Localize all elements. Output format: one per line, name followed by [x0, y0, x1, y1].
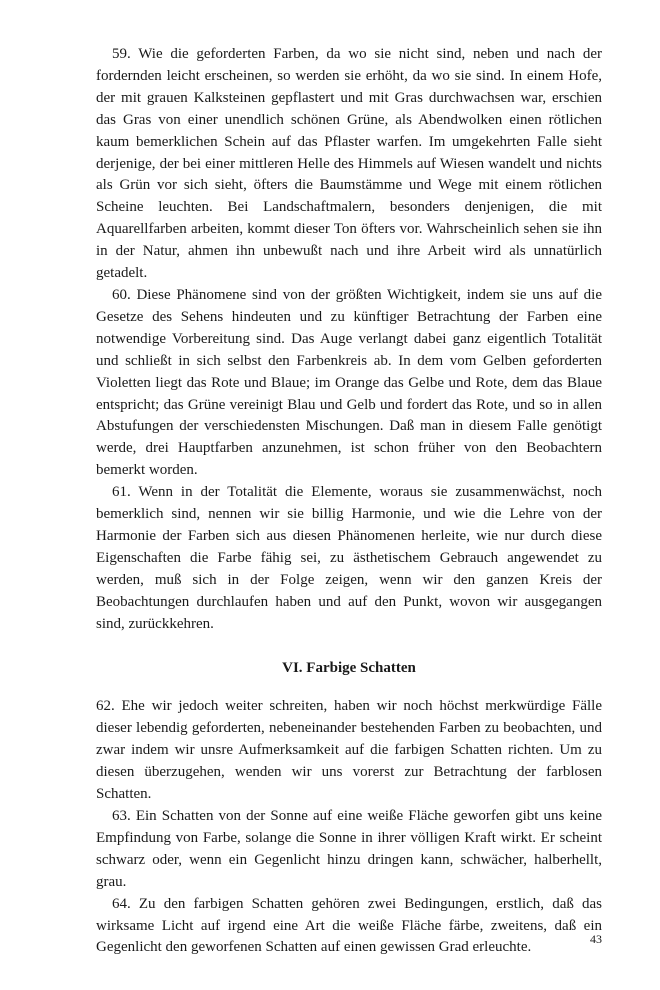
paragraph-62: 62. Ehe wir jedoch weiter schreiten, haben wir noch höchst merkwürdige Fälle dieser lebendig geforderten, nebeneinander bestehenden Farben zu beobachten, und zwar indem wir unsre Aufmerksamkeit auf die farbigen Schatten richten. Um zu diesen überzugehen, wenden wir uns vorerst zur Betrachtung der farblosen Schatten.: [96, 698, 602, 803]
paragraph-59: 59. Wie die geforderten Farben, da wo sie nicht sind, neben und nach der fordernden leicht erscheinen, so werden sie erhöht, da wo sie sind. In einem Hofe, der mit grauen Kalksteinen gepflastert und mit Gras durchwachsen war, erschien das Gras von einer unendlich schönen Grüne, als Abendwolken einen rötlichen kaum bemerklichen Schein auf das Pflaster warfen. Im umgekehrten Falle sieht derjenige, der bei einer mittleren Helle des Himmels auf Wiesen wandelt und nichts als Grün vor sich sieht, öfters die Baumstämme und Wege mit einem rötlichen Scheine leuchten. Bei Landschaftmalern, besonders denjenigen, die mit Aquarellfarben arbeiten, kommt dieser Ton öfters vor. Wahrscheinlich sehen sie ihn in der Natur, ahmen ihn unbewußt nach und ihre Arbeit wird als unnatürlich getadelt.: [96, 46, 602, 282]
paragraph-64: 64. Zu den farbigen Schatten gehören zwei Bedingungen, erstlich, daß das wirksame Licht auf irgend eine Art die weiße Fläche färbe, zweitens, daß ein Gegenlicht den geworfenen Schatten auf einen gewissen Grad erleuchte.: [96, 895, 602, 956]
paragraph-60: 60. Diese Phänomene sind von der größten Wichtigkeit, indem sie uns auf die Gesetze des Sehens hindeuten und zu künftiger Betrachtung der Farben eine notwendige Vorbereitung sind. Das Auge verlangt dabei ganz eigentlich Totalität und schließt in sich selbst den Farbenkreis ab. In dem vom Gelben geforderten Violetten liegt das Rote und Blaue; im Orange das Gelbe und Rote, dem das Blaue entspricht; das Grüne vereinigt Blau und Gelb und fordert das Rote, und so in allen Abstufungen der verschiedensten Mischungen. Daß man in diesem Falle genötigt werde, drei Hauptfarben anzunehmen, ist schon früher von den Beobachtern bemerkt worden.: [96, 286, 602, 479]
section-heading: VI. Farbige Schatten: [282, 660, 416, 677]
page-number: 43: [590, 932, 602, 946]
paragraph-63: 63. Ein Schatten von der Sonne auf eine weiße Fläche geworfen gibt uns keine Empfindung von Farbe, solange die Sonne in ihrer völligen Kraft wirkt. Er scheint schwarz oder, wenn ein Gegenlicht hinzu dringen kann, schwächer, halberhellt, grau.: [96, 808, 602, 890]
paragraph-61: 61. Wenn in der Totalität die Elemente, woraus sie zusammenwächst, noch bemerklich sind, nennen wir sie billig Harmonie, und wie die Lehre von der Harmonie der Farben sich aus diesen Phänomenen herleite, wie nur durch diese Eigenschaften die Farbe fähig sei, zu ästhetischem Gebrauch angewendet zu werden, muß sich in der Folge zeigen, wenn wir den ganzen Kreis der Beobachtungen durchlaufen haben und auf den Punkt, wovon wir ausgegangen sind, zurückkehren.: [96, 484, 602, 632]
page-content: [96, 44, 602, 959]
